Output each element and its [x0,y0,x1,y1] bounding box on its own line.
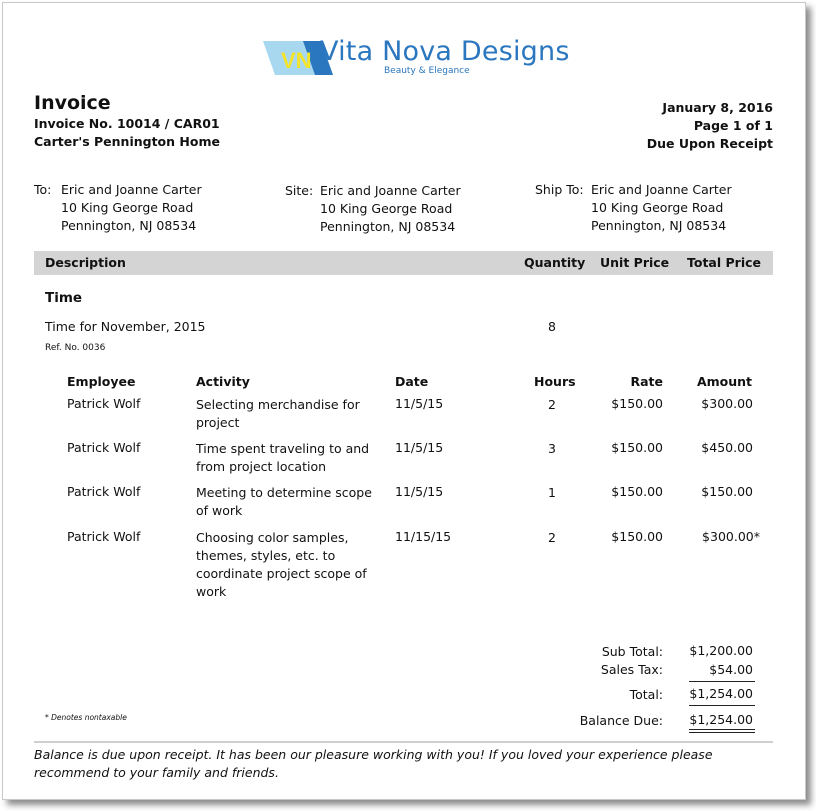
ship-to-line-2: 10 King George Road [591,200,724,215]
logo-mark-text: VN [281,48,312,73]
invoice-date: January 8, 2016 [662,100,773,115]
row3-amount: $150.00 [701,484,753,499]
ship-to-label: Ship To: [535,182,584,197]
row3-employee: Patrick Wolf [67,484,141,499]
brand-name: Vita Nova Designs [320,36,570,67]
item-quantity: 8 [548,319,556,334]
footer-message: Balance is due upon receipt. It has been our pleasure working with you! If you loved your experience please recommend to your family and friends. [34,747,713,780]
row4-date: 11/15/15 [395,529,452,544]
row3-hours: 1 [548,485,556,500]
col-rate: Rate [630,374,663,389]
row4-activity: Choosing color samples, themes, styles, etc. to coordinate project scope of work [196,530,367,599]
total-value: $1,254.00 [689,686,753,701]
col-activity: Activity [196,374,250,389]
header-unit-price: Unit Price [600,255,670,270]
total-rule [689,681,755,682]
row4-rate: $150.00 [611,529,663,544]
subtotal-label: Sub Total: [601,644,663,659]
header-total-price: Total Price [687,255,761,270]
row4-employee: Patrick Wolf [67,529,141,544]
balance-rule-2 [689,732,755,733]
row1-hours: 2 [548,397,556,412]
to-address [61,181,202,235]
row2-amount: $450.00 [701,440,753,455]
header-description: Description [45,255,126,270]
row2-activity: Time spent traveling to and from project location [196,441,370,474]
footer-divider [34,741,773,743]
row2-hours: 3 [548,441,556,456]
ship-to-address [591,181,732,235]
tax-value: $54.00 [709,662,753,677]
to-line-3: Pennington, NJ 08534 [61,218,197,233]
tax-label: Sales Tax: [600,662,663,677]
payment-terms: Due Upon Receipt [646,136,773,151]
row1-amount: $300.00 [701,396,753,411]
row2-employee: Patrick Wolf [67,440,141,455]
row1-rate: $150.00 [611,396,663,411]
site-line-3: Pennington, NJ 08534 [320,219,456,234]
nontaxable-note: * Denotes nontaxable [45,713,127,722]
section-title: Time [45,290,83,306]
col-date: Date [395,374,429,389]
site-address [320,182,461,236]
brand-tagline: Beauty & Elegance [384,66,470,76]
header-quantity: Quantity [524,255,586,270]
invoice-page [2,2,806,800]
site-line-1: Eric and Joanne Carter [320,183,461,198]
invoice-number: Invoice No. 10014 / CAR01 [34,116,220,131]
site-label: Site: [285,183,314,198]
to-label: To: [34,182,52,197]
row4-hours: 2 [548,530,556,545]
row1-date: 11/5/15 [395,396,444,411]
row3-date: 11/5/15 [395,484,444,499]
ship-to-line-3: Pennington, NJ 08534 [591,218,727,233]
ship-to-line-1: Eric and Joanne Carter [591,182,732,197]
ref-number: Ref. No. 0036 [45,343,106,353]
balance-label: Balance Due: [579,713,663,728]
row3-activity: Meeting to determine scope of work [196,485,372,518]
page-number: Page 1 of 1 [693,118,773,133]
subtotal-value: $1,200.00 [689,643,753,658]
to-line-2: 10 King George Road [61,200,194,215]
balance-rule-top [689,705,755,706]
site-line-2: 10 King George Road [320,201,453,216]
project-name: Carter's Pennington Home [34,134,220,149]
row2-date: 11/5/15 [395,440,444,455]
balance-value: $1,254.00 [689,712,753,727]
balance-rule-1 [689,729,755,730]
total-label: Total: [629,687,663,702]
page-title: Invoice [34,92,111,114]
col-employee: Employee [67,374,136,389]
row4-amount: $300.00* [702,529,760,544]
row1-activity: Selecting merchandise for project [196,397,360,430]
item-description: Time for November, 2015 [45,319,206,334]
row2-rate: $150.00 [611,440,663,455]
col-amount: Amount [696,374,752,389]
col-hours: Hours [534,374,576,389]
row1-employee: Patrick Wolf [67,396,141,411]
row3-rate: $150.00 [611,484,663,499]
to-line-1: Eric and Joanne Carter [61,182,202,197]
